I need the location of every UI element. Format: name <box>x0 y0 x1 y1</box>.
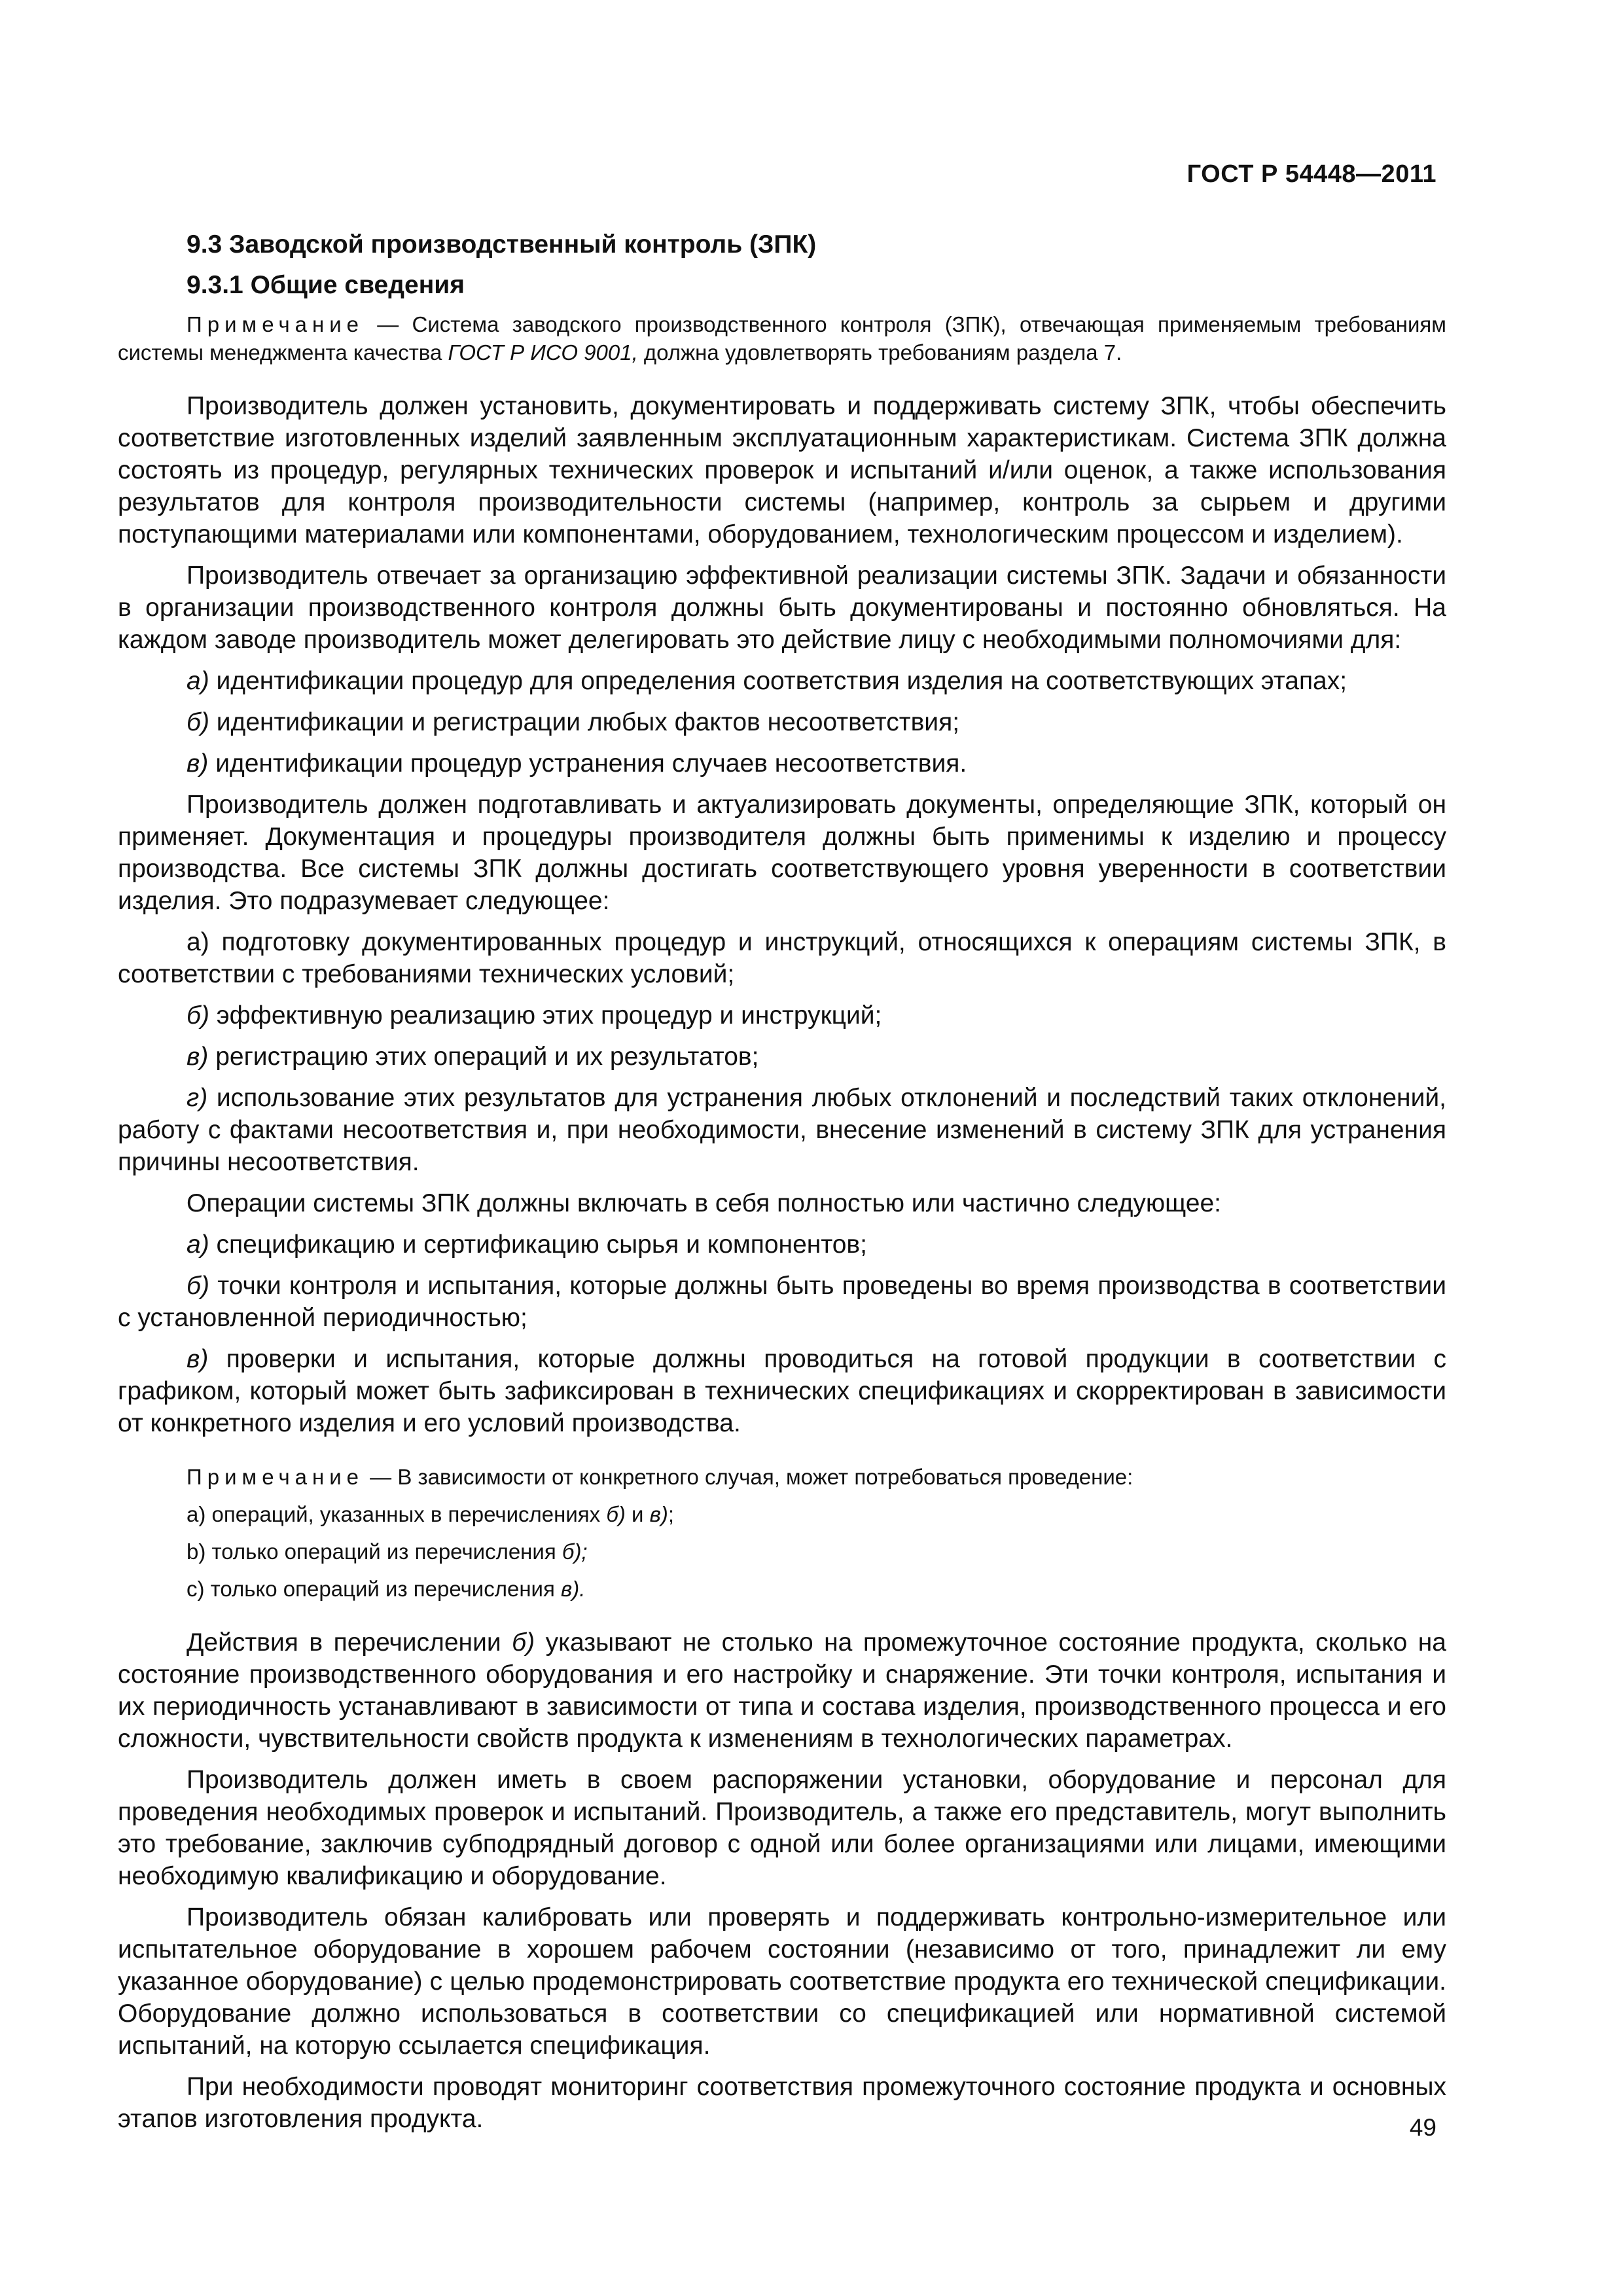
note-1: Примечание — Система заводского производственного контроля (ЗПК), отвечающая применяемым требованиям системы менеджмента качества ГОСТ Р ИСО 9001, должна удовлетворять требованиям раздела 7. <box>118 312 1446 365</box>
list-item: а) идентификации процедур для определения соответствия изделия на соответствующих этапах; <box>187 667 1347 695</box>
note-2-line-a: а) операций, указанных в перечислениях б) и в); <box>187 1502 675 1526</box>
note-2-line-b: b) только операций из перечисления б); <box>187 1539 588 1564</box>
note-2: Примечание — В зависимости от конкретного случая, может потребоваться проведение: <box>187 1465 1133 1489</box>
list-item: б) эффективную реализацию этих процедур и инструкций; <box>187 1001 882 1030</box>
list-item: в) идентификации процедур устранения случаев несоответствия. <box>187 749 967 778</box>
list-item: а) подготовку документированных процедур и инструкций, относящихся к операциям системы ЗПК, в соответствии с требованиями технических условий; <box>118 928 1446 988</box>
paragraph-8: При необходимости проводят мониторинг соответствия промежуточного состояние продукта и основных этапов изготовления продукта. <box>118 2073 1446 2133</box>
page-number: 49 <box>1409 2114 1436 2141</box>
paragraph-2: Производитель отвечает за организацию эффективной реализации системы ЗПК. Задачи и обязанности в организации производственного контроля должны быть документированы и постоянно обновляться. На каждом заводе производитель может делегировать это действие лицу с необходимыми полномочиями для: <box>118 562 1446 654</box>
paragraph-3: Производитель должен подготавливать и актуализировать документы, определяющие ЗПК, который он применяет. Документация и процедуры производителя должны быть применимы к изделию и процессу производства. Все системы ЗПК должны достигать соответствующего уровня уверенности в соответствии изделия. Это подразумевает следующее: <box>118 791 1446 915</box>
subsection-title: 9.3.1 Общие сведения <box>187 271 465 299</box>
standard-number: ГОСТ Р 54448—2011 <box>1186 160 1436 188</box>
section-title: 9.3 Заводской производственный контроль (ЗПК) <box>187 230 817 259</box>
list-item: в) регистрацию этих операций и их результатов; <box>187 1043 759 1071</box>
paragraph-7: Производитель обязан калибровать или проверять и поддерживать контрольно-измерительное или испытательное оборудование в хорошем рабочем состоянии (независимо от того, принадлежит ли ему указанное оборудование) с целью продемонстрировать соответствие продукта его технической спецификации. Оборудование должно использоваться в соответствии со спецификацией или нормативной системой испытаний, на которую ссылается спецификация. <box>118 1903 1446 2060</box>
paragraph-1: Производитель должен установить, документировать и поддерживать систему ЗПК, чтобы обеспечить соответствие изготовленных изделий заявленным эксплуатационным характеристикам. Система ЗПК должна состоять из процедур, регулярных технических проверок и испытаний и/или оценок, а также использования результатов для контроля производительности системы (например, контроль за сырьем и другими поступающими материалами или компонентами, оборудованием, технологическим процессом и изделием). <box>118 392 1446 548</box>
note-label: Примечание <box>187 1465 365 1489</box>
list-item: в) проверки и испытания, которые должны проводиться на готовой продукции в соответствии с графиком, который может быть зафиксирован в технических спецификациях и скорректирован в зависимости от конкретного изделия и его условий производства. <box>118 1345 1446 1437</box>
list-item: б) идентификации и регистрации любых фактов несоответствия; <box>187 708 960 736</box>
list-item: г) использование этих результатов для устранения любых отклонений и последствий таких отклонений, работу с фактами несоответствия и, при необходимости, внесение изменений в систему ЗПК для устранения причины несоответствия. <box>118 1084 1446 1176</box>
paragraph-4: Операции системы ЗПК должны включать в себя полностью или частично следующее: <box>187 1189 1221 1217</box>
note-label: Примечание <box>187 312 365 336</box>
list-item: а) спецификацию и сертификацию сырья и компонентов; <box>187 1230 867 1259</box>
note-2-line-c: c) только операций из перечисления в). <box>187 1577 586 1601</box>
paragraph-5: Действия в перечислении б) указывают не столько на промежуточное состояние продукта, сколько на состояние производственного оборудования и его настройку и снаряжение. Эти точки контроля, испытания и их периодичность устанавливают в зависимости от типа и состава изделия, производственного процесса и его сложности, чувствительности свойств продукта к изменениям в технологических параметрах. <box>118 1628 1446 1753</box>
paragraph-6: Производитель должен иметь в своем распоряжении установки, оборудование и персонал для проведения необходимых проверок и испытаний. Производитель, а также его представитель, могут выполнить это требование, заключив субподрядный договор с одной или более организациями или лицами, имеющими необходимую квалификацию и оборудование. <box>118 1766 1446 1890</box>
list-item: б) точки контроля и испытания, которые должны быть проведены во время производства в соответствии с установленной периодичностью; <box>118 1272 1446 1332</box>
page-content <box>118 229 1446 2135</box>
